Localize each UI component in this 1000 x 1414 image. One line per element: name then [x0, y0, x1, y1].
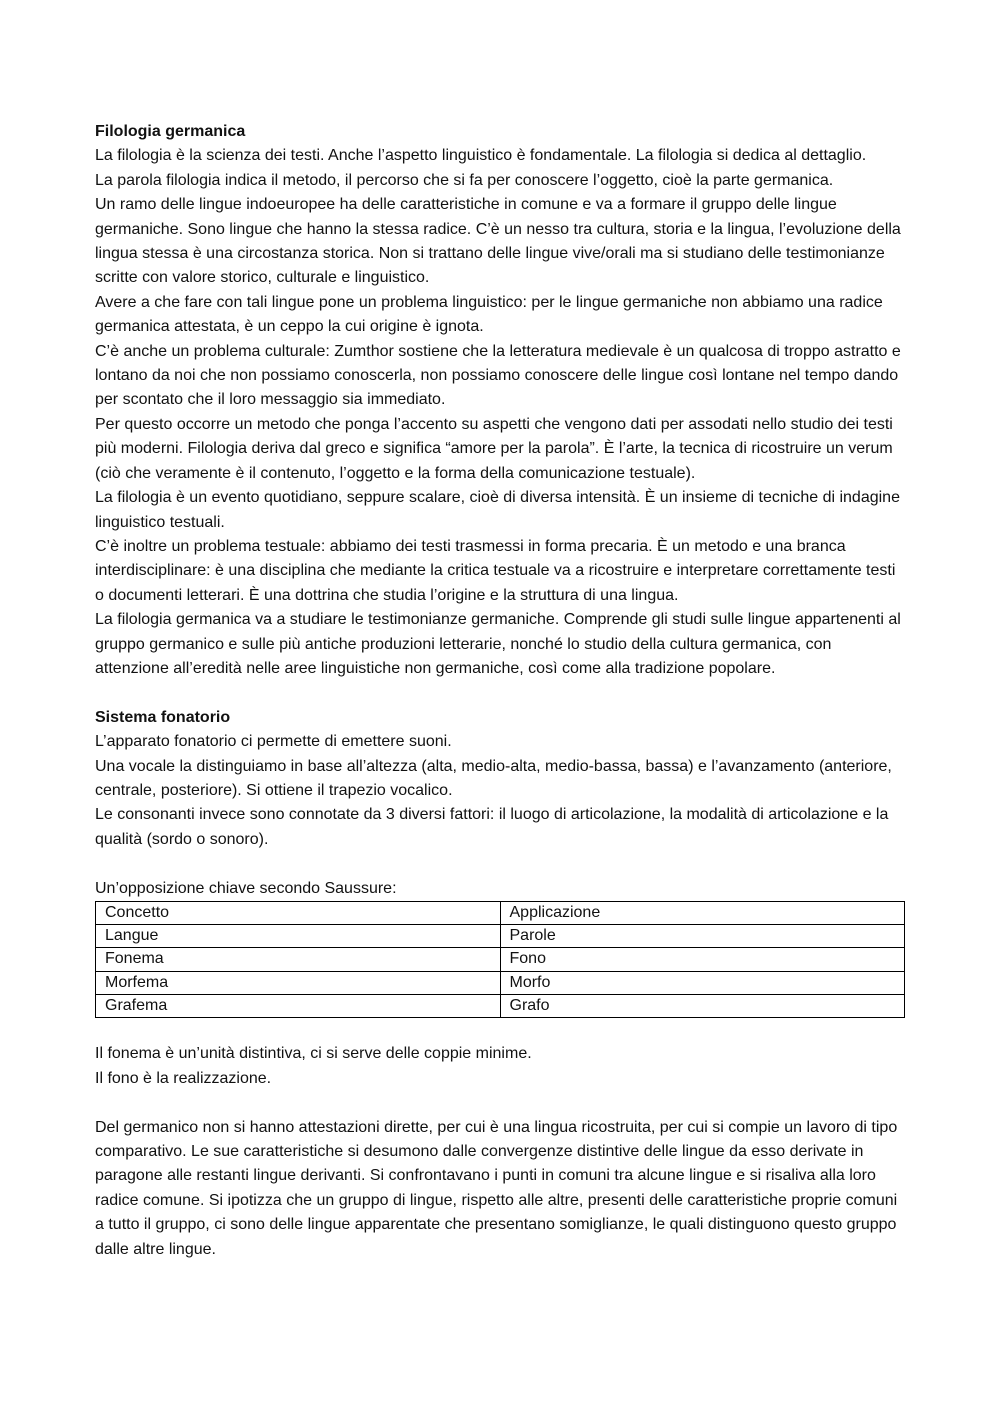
paragraph: C’è anche un problema culturale: Zumthor sostiene che la letteratura medievale è un qualcosa di troppo astratto e lontano da noi che non possiamo conoscerla, non possiamo conoscere delle lingue così lontane nel tempo dando per scontato che il loro messaggio sia immediato.: [95, 342, 901, 409]
paragraph: L’apparato fonatorio ci permette di emettere suoni.: [95, 733, 452, 751]
table-cell: Morfo: [500, 971, 905, 994]
blank-line: [95, 681, 905, 705]
section-title-sistema-fonatorio: Sistema fonatorio: [95, 708, 231, 726]
paragraph: Le consonanti invece sono connotate da 3 diversi fattori: il luogo di articolazione, la modalità di articolazione e la qualità (sordo o sonoro).: [95, 806, 889, 848]
table-row: [96, 925, 905, 948]
table-cell: Parole: [500, 925, 905, 948]
paragraph: La filologia è la scienza dei testi. Anche l’aspetto linguistico è fondamentale. La filologia si dedica al dettaglio.: [95, 147, 867, 165]
section-title-filologia: Filologia germanica: [95, 123, 246, 140]
paragraph: Per questo occorre un metodo che ponga l’accento su aspetti che vengono dati per assodati nello studio dei testi più moderni. Filologia deriva dal greco e significa “amore per la parola”. È l’arte, la tecnica di ricostruire un verum (ciò che veramente è il contenuto, l’oggetto e la forma della comunicazione testuale).: [95, 415, 893, 482]
paragraph: Il fonema è un’unità distintiva, ci si serve delle coppie minime.: [95, 1045, 532, 1063]
table-row: [96, 901, 905, 924]
document-page: [95, 120, 905, 1262]
table-cell: Morfema: [96, 971, 501, 994]
paragraph: La filologia è un evento quotidiano, seppure scalare, cioè di diversa intensità. È un insieme di tecniche di indagine linguistico testuali.: [95, 489, 900, 531]
paragraph: Avere a che fare con tali lingue pone un problema linguistico: per le lingue germaniche non abbiamo una radice germanica attestata, è un ceppo la cui origine è ignota.: [95, 293, 883, 336]
table-row: [96, 994, 905, 1017]
table-cell: Fonema: [96, 948, 501, 971]
paragraph: La parola filologia indica il metodo, il percorso che si fa per conoscere l’oggetto, cioè la parte germanica.: [95, 171, 834, 189]
table-row: [96, 971, 905, 994]
table-row: [96, 948, 905, 971]
blank-line: [95, 852, 905, 876]
blank-line: [95, 1091, 905, 1115]
table-cell: Grafema: [96, 994, 501, 1017]
table-cell: Concetto: [96, 901, 501, 924]
table-caption: Un’opposizione chiave secondo Saussure:: [95, 879, 397, 897]
table-cell: Grafo: [500, 994, 905, 1017]
blank-line: [95, 1018, 905, 1042]
paragraph: La filologia germanica va a studiare le testimonianze germaniche. Comprende gli studi sulle lingue appartenenti al gruppo germanico e sulle più antiche produzioni letterarie, nonché lo studio della cultura germanica, con attenzione all’eredità nelle aree linguistiche non germaniche, così come alla tradizione popolare.: [95, 611, 901, 677]
table-cell: Langue: [96, 925, 501, 948]
paragraph: Il fono è la realizzazione.: [95, 1069, 272, 1087]
saussure-table: [95, 901, 905, 1018]
paragraph: Del germanico non si hanno attestazioni dirette, per cui è una lingua ricostruita, per cui si compie un lavoro di tipo comparativo. Le sue caratteristiche si desumono dalle convergenze distintive delle lingue da esso derivate in paragone alle restanti lingue derivanti. Si confrontavano i punti in comuni tra alcune lingue e si risaliva alla loro radice comune. Si ipotizza che un gruppo di lingue, rispetto alle altre, presenti delle caratteristiche proprie comuni a tutto il gruppo, ci sono delle lingue apparentate che presentano somiglianze, le quali distinguono questo gruppo dalle altre lingue.: [95, 1118, 898, 1258]
paragraph: Un ramo delle lingue indoeuropee ha delle caratteristiche in comune e va a formare il gruppo delle lingue germaniche. Sono lingue che hanno la stessa radice. C’è un nesso tra cultura, storia e la lingua, l’evoluzione della lingua stessa è una circostanza storica. Non si trattano delle lingue vive/orali ma si studiano delle testimonianze scritte con valore storico, culturale e linguistico.: [95, 196, 901, 287]
paragraph: Una vocale la distinguiamo in base all’altezza (alta, medio-alta, medio-bassa, bassa) e l’avanzamento (anteriore, centrale, posteriore). Si ottiene il trapezio vocalico.: [95, 757, 892, 799]
paragraph: C’è inoltre un problema testuale: abbiamo dei testi trasmessi in forma precaria. È un metodo e una branca interdisciplinare: è una disciplina che mediante la critica testuale va a ricostruire e interpretare correttamente testi o documenti letterari. È una dottrina che studia l’origine e la struttura di una lingua.: [95, 537, 896, 604]
table-cell: Applicazione: [500, 901, 905, 924]
table-cell: Fono: [500, 948, 905, 971]
